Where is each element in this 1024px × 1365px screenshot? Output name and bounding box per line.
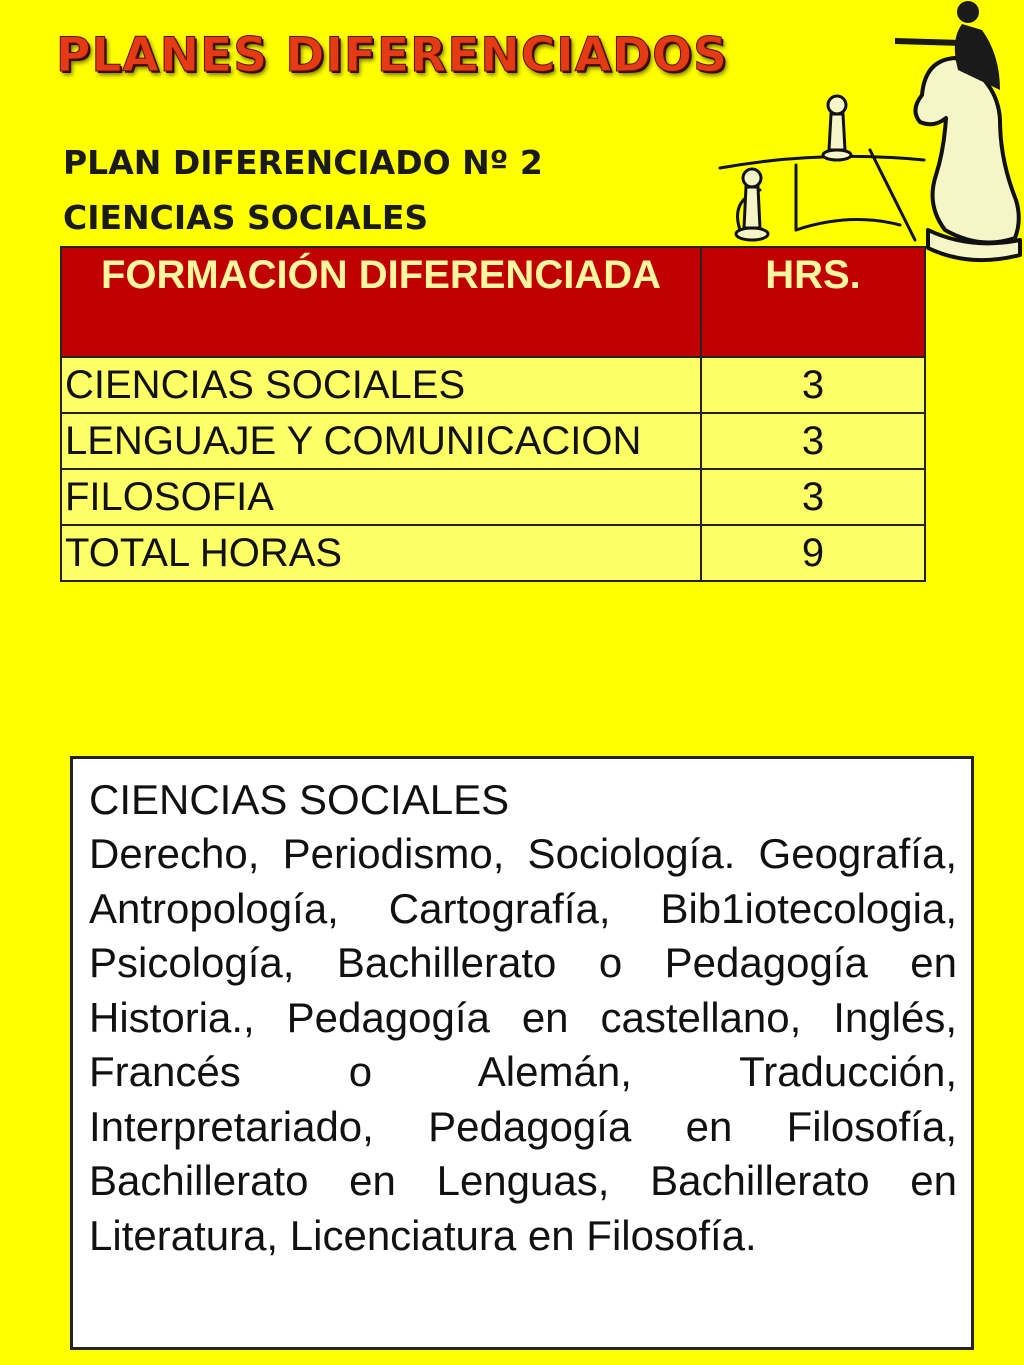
total-label-cell: TOTAL HORAS xyxy=(61,525,701,581)
hours-cell: 3 xyxy=(701,357,925,413)
careers-box xyxy=(70,756,974,1350)
table-header-row xyxy=(61,247,925,357)
careers-heading: CIENCIAS SOCIALES xyxy=(89,776,510,823)
plan-subtitle: PLAN DIFERENCIADO Nº 2 xyxy=(63,143,543,182)
table-row xyxy=(61,469,925,525)
subject-cell: FILOSOFIA xyxy=(61,469,701,525)
table-row-total xyxy=(61,525,925,581)
hours-cell: 3 xyxy=(701,469,925,525)
header-formacion: FORMACIÓN DIFERENCIADA xyxy=(61,247,701,357)
careers-text: Derecho, Periodismo, Sociología. Geografía, Antropología, Cartografía, Bib1iotecologia, Psicología, Bachillerato o Pedagogía en Historia., Pedagogía en castellano, Inglés, Francés o Alemán, Traducción, Interpretariado, Pedagogía en Filosofía, Bachillerato en Lenguas, Bachillerato en Literatura, Licenciatura en Filosofía. xyxy=(89,830,957,1259)
total-hours-cell: 9 xyxy=(701,525,925,581)
hours-cell: 3 xyxy=(701,413,925,469)
area-subtitle: CIENCIAS SOCIALES xyxy=(63,198,429,237)
table-row xyxy=(61,413,925,469)
subject-cell: CIENCIAS SOCIALES xyxy=(61,357,701,413)
table-row xyxy=(61,357,925,413)
subject-cell: LENGUAJE Y COMUNICACION xyxy=(61,413,701,469)
plan-table xyxy=(60,246,926,582)
page-title: PLANES DIFERENCIADOS xyxy=(56,28,728,83)
header-hrs: HRS. xyxy=(701,247,925,357)
